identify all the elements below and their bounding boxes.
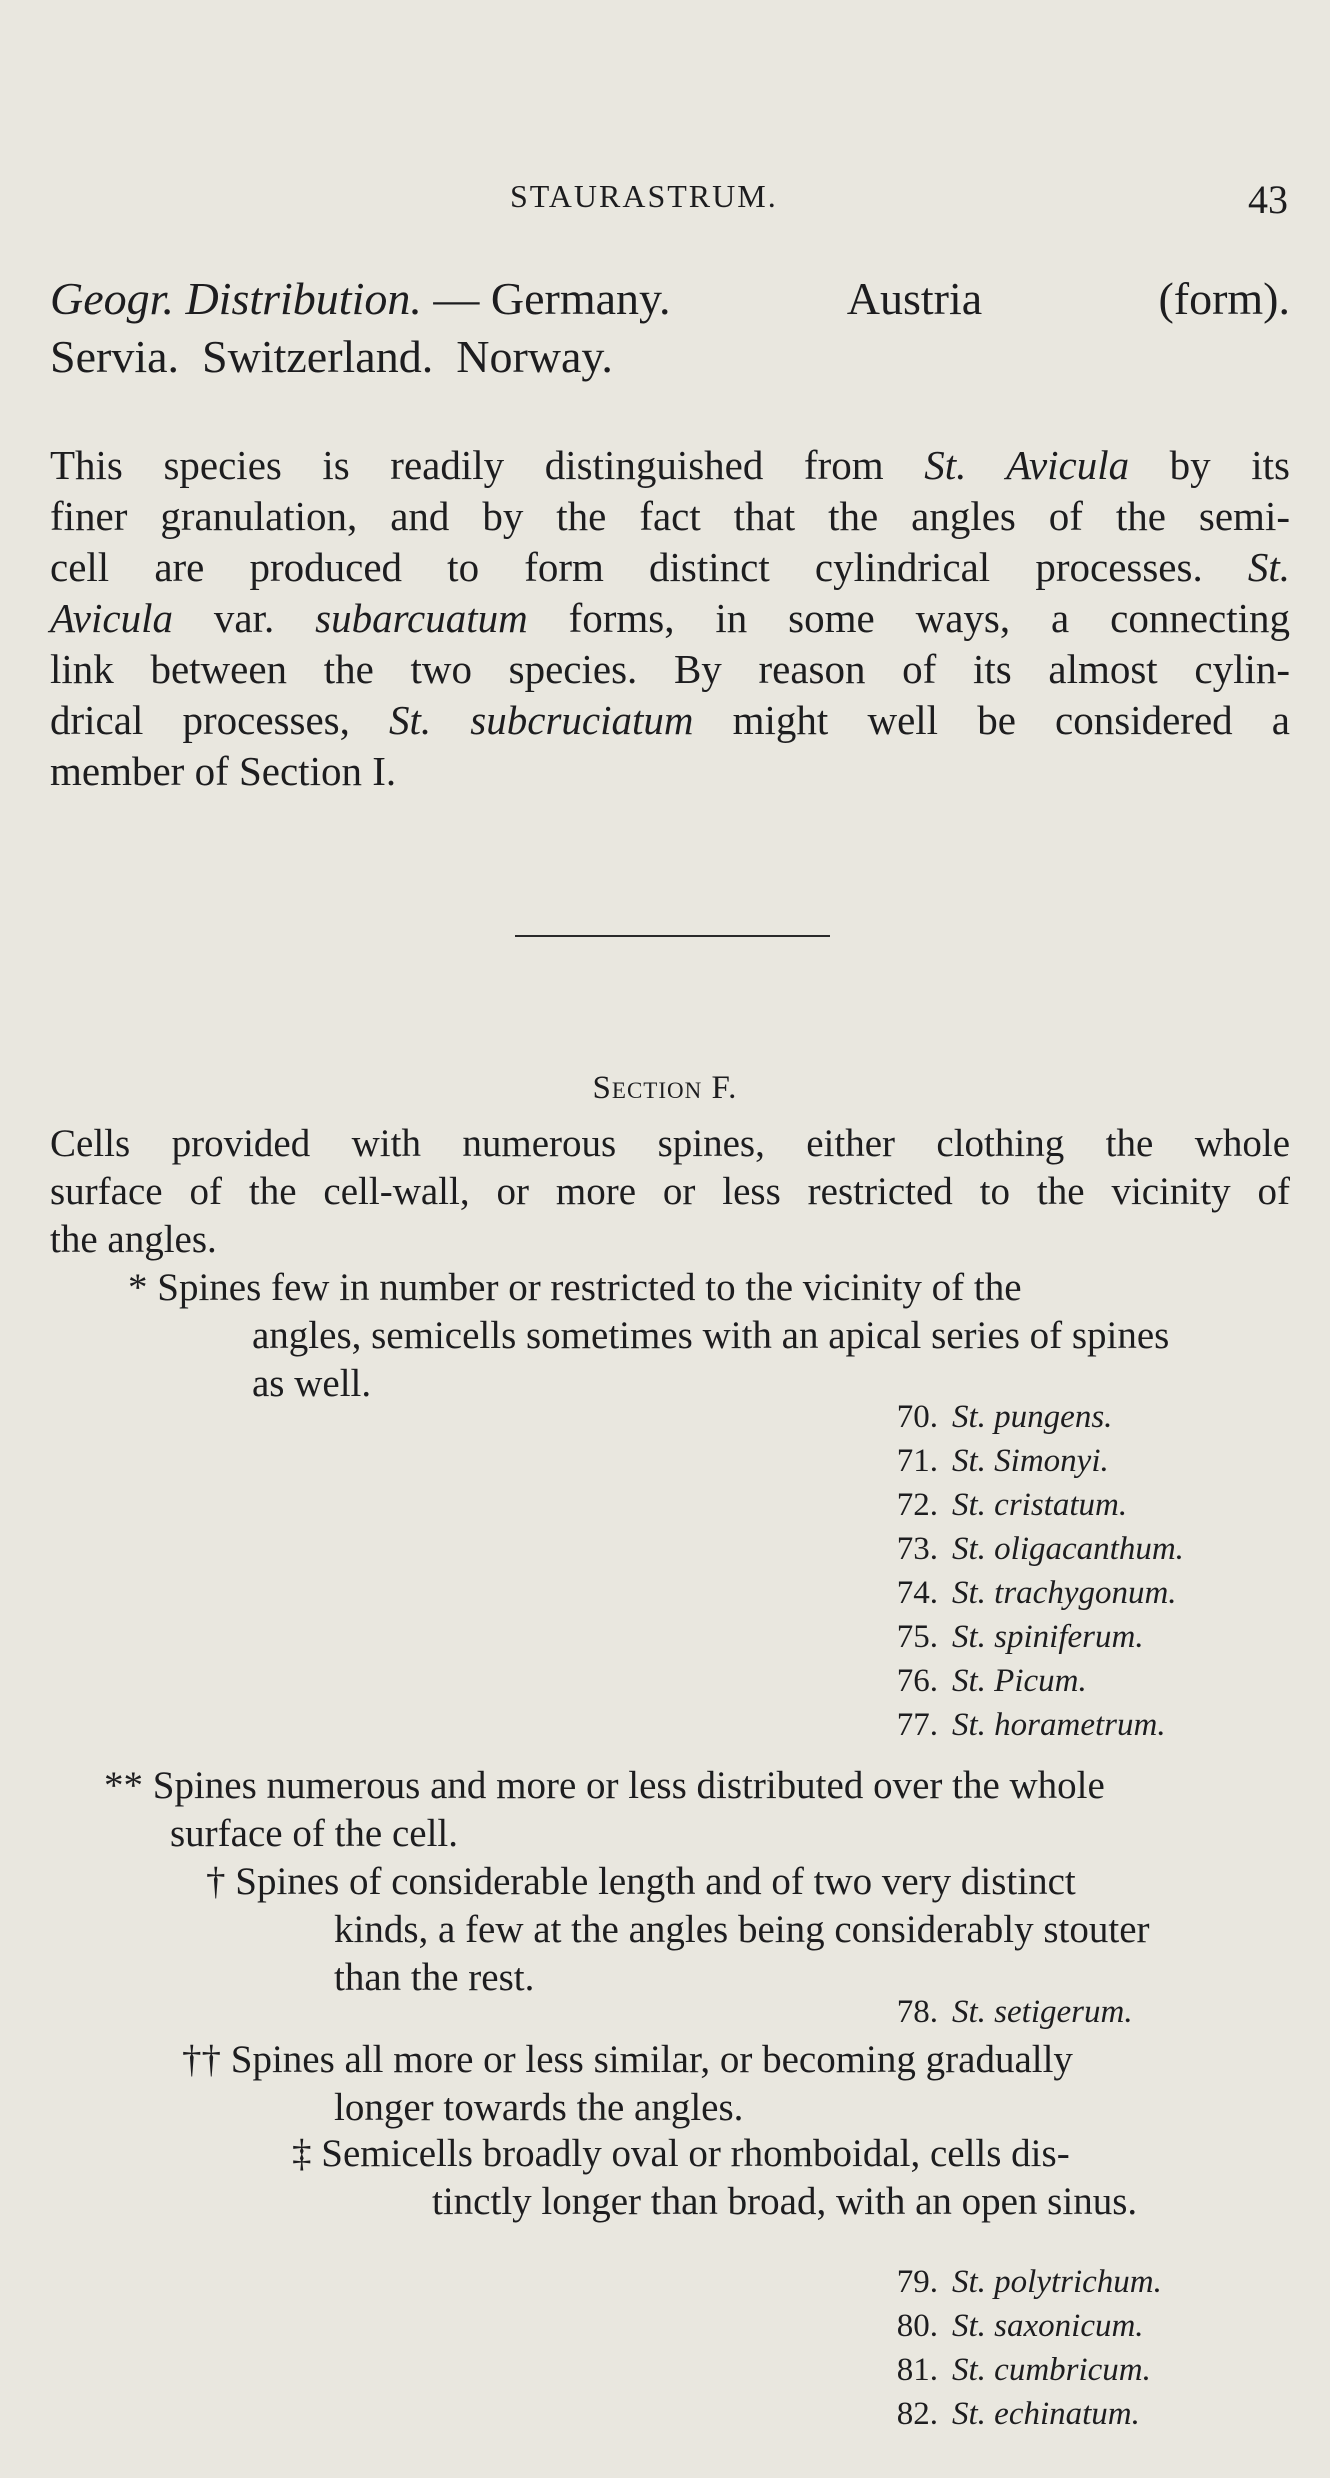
species-item: 81. St. cumbricum. [896,2352,1151,2388]
species-item: 79. St. polytrichum. [896,2264,1162,2300]
key-line: kinds, a few at the angles being considerably stouter [334,1908,1150,1951]
key-group-single-star: * Spines few in number or restricted to the vicinity of the [128,1264,1022,1312]
key-symbol: † [206,1860,226,1903]
key-line: than the rest. [334,1956,535,1999]
species-item: 82. St. echinatum. [896,2396,1140,2432]
key-symbol: ** [104,1764,143,1807]
species-item: 77. St. horametrum. [896,1707,1166,1743]
species-item: 70. St. pungens. [896,1399,1113,1435]
key-line: longer towards the angles. [334,2086,744,2129]
key-group-dagger: † Spines of considerable length and of two very distinct [206,1858,1076,1906]
key-symbol: †† [182,2038,221,2081]
section-desc-line: surface of the cell-wall, or more or less restricted to the vicinity of [50,1170,1290,1213]
section-description [50,1120,1290,1264]
description-line: This species is readily distinguished from St. Avicula by its [50,442,1290,488]
section-divider [515,935,830,937]
geographic-distribution [50,270,1290,386]
section-desc-line: the angles. [50,1218,217,1261]
distribution-label: Geogr. Distribution. [50,273,422,324]
description-line: drical processes, St. subcruciatum might well be considered a [50,697,1290,743]
country: Austria [846,273,983,324]
species-item: 75. St. spiniferum. [896,1619,1144,1655]
key-line: tinctly longer than broad, with an open sinus. [432,2180,1138,2223]
description-line: link between the two species. By reason of its almost cylin- [50,646,1290,692]
species-list-3 [868,2260,1162,2436]
description-line: member of Section I. [50,748,397,794]
description-line: finer granulation, and by the fact that the angles of the semi- [50,493,1290,539]
species-list-2 [868,1990,1133,2034]
page-number: 43 [1248,177,1288,222]
running-title: STAURASTRUM. [510,178,778,214]
species-description [50,440,1290,797]
running-head [0,178,1330,228]
distribution-dash: — [433,273,480,324]
species-item: 73. St. oligacanthum. [896,1531,1184,1567]
country: Germany. [490,273,671,324]
species-list-1 [868,1395,1184,1747]
section-desc-line: Cells provided with numerous spines, either clothing the whole [50,1122,1290,1165]
species-item: 72. St. cristatum. [896,1487,1128,1523]
section-title: Section F. [592,1070,738,1106]
species-item: 80. St. saxonicum. [896,2308,1144,2344]
key-symbol: ‡ [292,2132,312,2175]
description-line: cell are produced to form distinct cylindrical processes. St. [50,544,1290,590]
species-item: 78. St. setigerum. [896,1994,1133,2030]
distribution-line-1 [50,270,1290,328]
country: (form). [1158,273,1290,324]
key-group-double-star: ** Spines numerous and more or less distributed over the whole [104,1762,1105,1810]
key-symbol: * [128,1266,148,1309]
key-group-diesis: ‡ Semicells broadly oval or rhomboidal, cells dis- [292,2130,1070,2178]
distribution-line-2: Servia. Switzerland. Norway. [50,331,613,382]
species-item: 74. St. trachygonum. [896,1575,1177,1611]
key-line: surface of the cell. [170,1812,459,1855]
species-item: 71. St. Simonyi. [896,1443,1109,1479]
key-group-double-dagger: †† Spines all more or less similar, or becoming gradually [182,2036,1073,2084]
key-line: angles, semicells sometimes with an apical series of spines [252,1314,1170,1357]
species-item: 76. St. Picum. [896,1663,1087,1699]
key-line: as well. [252,1362,372,1405]
description-line: Avicula var. subarcuatum forms, in some ways, a connecting [50,595,1290,641]
